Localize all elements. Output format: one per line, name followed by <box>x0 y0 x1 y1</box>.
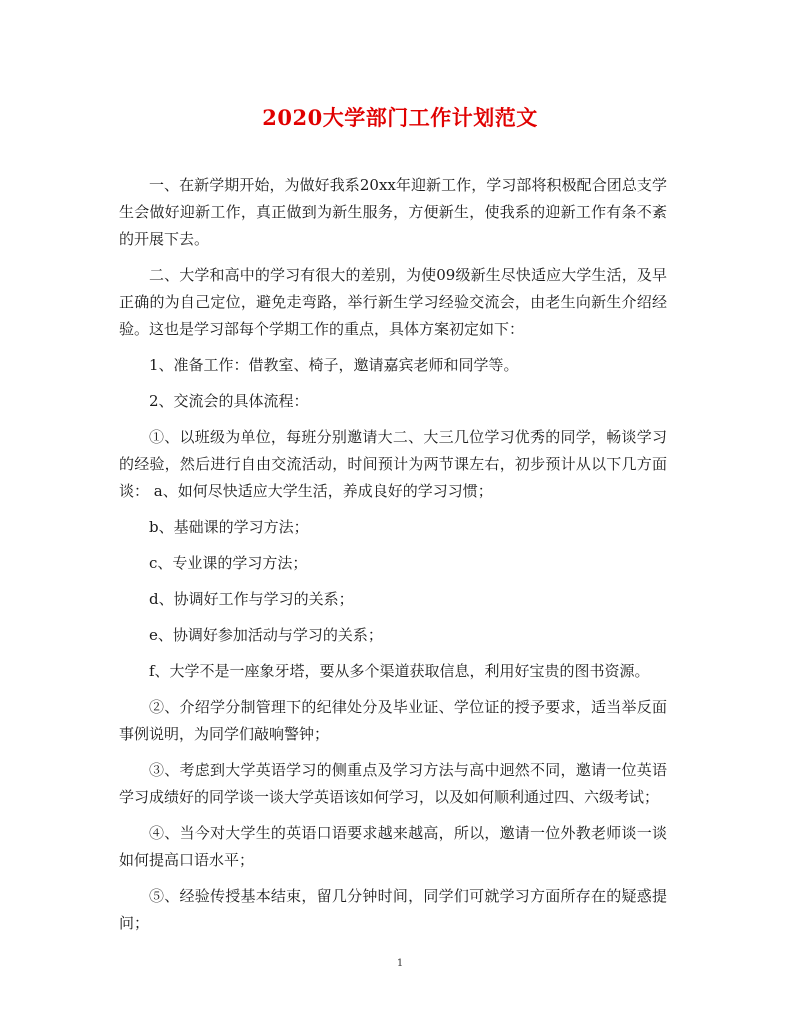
paragraph: 2、交流会的具体流程： <box>149 392 309 410</box>
paragraph: d、协调好工作与学习的关系； <box>149 590 354 608</box>
paragraph: e、协调好参加活动与学习的关系； <box>149 626 383 644</box>
document-title: 2020大学部门工作计划范文 <box>262 105 538 130</box>
page-number: 1 <box>396 958 404 969</box>
paragraph: f、大学不是一座象牙塔，要从多个渠道获取信息，利用好宝贵的图书资源。 <box>149 662 650 680</box>
paragraph: 一、在新学期开始，为做好我系20xx年迎新工作，学习部将积极配合团总支学生会做好迎新工作，真正做到为新生服务，方便新生，使我系的迎新工作有条不紊的开展下去。 <box>119 176 667 248</box>
paragraph: 1、准备工作：借教室、椅子，邀请嘉宾老师和同学等。 <box>149 356 519 374</box>
paragraph: ②、介绍学分制管理下的纪律处分及毕业证、学位证的授予要求，适当举反面事例说明，为同学们敲响警钟； <box>119 698 667 743</box>
paragraph: b、基础课的学习方法； <box>149 518 309 536</box>
paragraph: ⑤、经验传授基本结束，留几分钟时间，同学们可就学习方面所存在的疑惑提问； <box>119 887 667 932</box>
document-body <box>119 172 667 946</box>
paragraph: c、专业课的学习方法； <box>149 554 308 572</box>
paragraph: ③、考虑到大学英语学习的侧重点及学习方法与高中迥然不同，邀请一位英语学习成绩好的同学谈一谈大学英语该如何学习，以及如何顺利通过四、六级考试； <box>119 761 667 806</box>
paragraph: ①、以班级为单位，每班分别邀请大二、大三几位学习优秀的同学，畅谈学习的经验，然后进行自由交流活动，时间预计为两节课左右，初步预计从以下几方面谈： a、如何尽快适应大学生活，养成良好的学习习惯； <box>119 428 667 500</box>
paragraph: ④、当今对大学生的英语口语要求越来越高，所以，邀请一位外教老师谈一谈如何提高口语水平； <box>119 824 667 869</box>
paragraph: 二、大学和高中的学习有很大的差别，为使09级新生尽快适应大学生活，及早正确的为自己定位，避免走弯路，举行新生学习经验交流会，由老生向新生介绍经验。这也是学习部每个学期工作的重点，具体方案初定如下： <box>119 266 667 338</box>
